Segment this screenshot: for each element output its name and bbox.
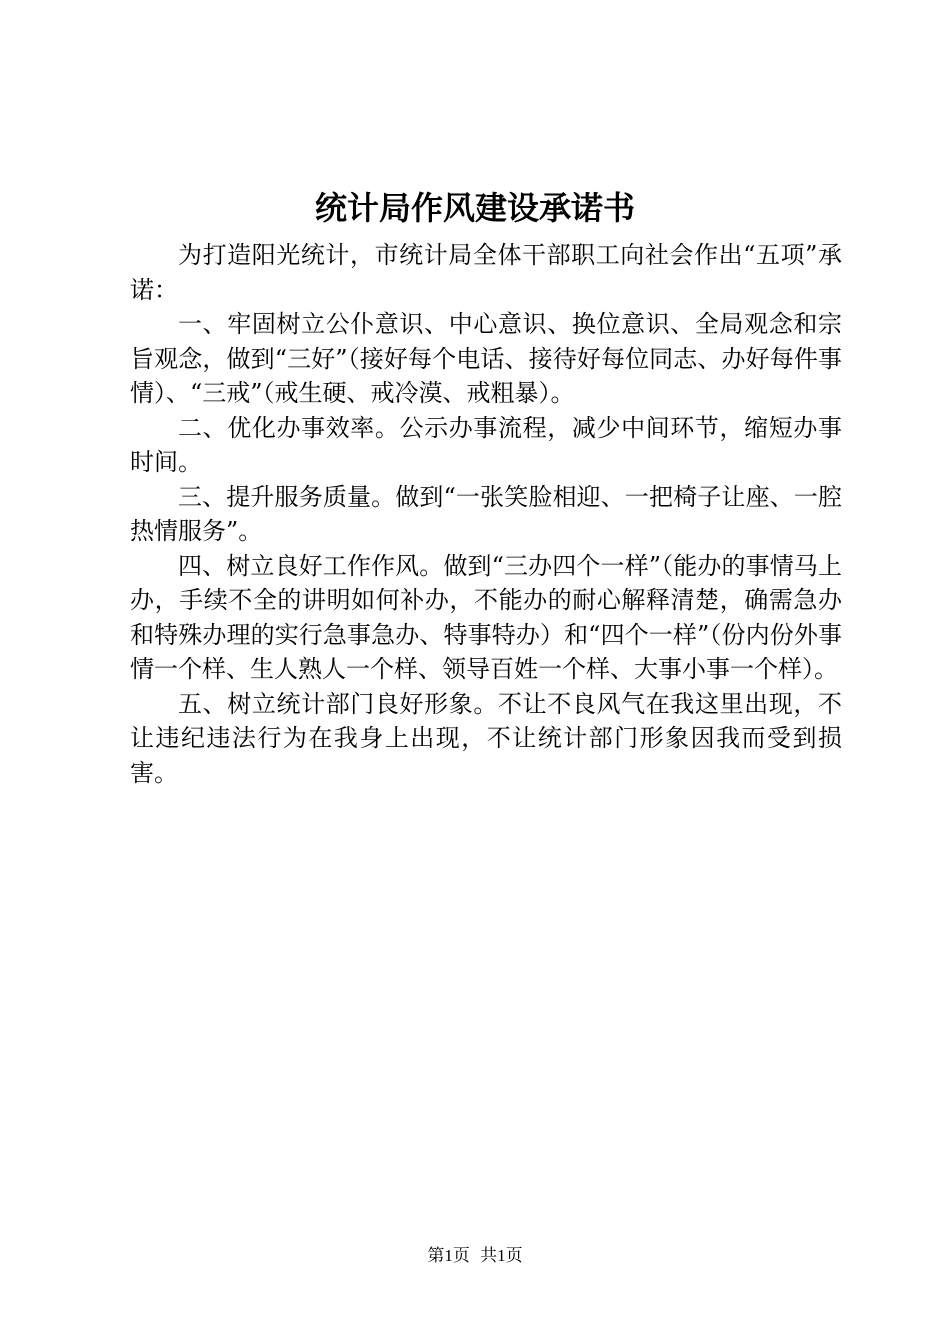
document-body bbox=[130, 238, 842, 790]
paragraph-item-3: 三、提升服务质量。做到“一张笑脸相迎、一把椅子让座、一腔热情服务”。 bbox=[130, 482, 842, 545]
page-total: 共1页 bbox=[480, 1246, 523, 1265]
paragraph-item-4: 四、树立良好工作作风。做到“三办四个一样”（能办的事情马上办，手续不全的讲明如何补办，不能办的耐心解释清楚，确需急办和特殊办理的实行急事急办、特事特办）和“四个一样”（份内份外事情一个样、生人熟人一个样、领导百姓一个样、大事小事一个样）。 bbox=[130, 551, 842, 683]
paragraph-item-5: 五、树立统计部门良好形象。不让不良风气在我这里出现，不让违纪违法行为在我身上出现，不让统计部门形象因我而受到损害。 bbox=[130, 689, 842, 787]
page-footer bbox=[0, 1241, 950, 1266]
page-number: 第1页 bbox=[427, 1246, 470, 1265]
paragraph-intro: 为打造阳光统计，市统计局全体干部职工向社会作出“五项”承诺： bbox=[130, 241, 842, 304]
paragraph-item-1: 一、牢固树立公仆意识、中心意识、换位意识、全局观念和宗旨观念，做到“三好”（接好每个电话、接待好每位同志、办好每件事情）、“三戒”（戒生硬、戒冷漠、戒粗暴）。 bbox=[130, 310, 842, 407]
paragraph-item-2: 二、优化办事效率。公示办事流程，减少中间环节，缩短办事时间。 bbox=[130, 413, 842, 476]
document-title: 统计局作风建设承诺书 bbox=[314, 189, 635, 227]
